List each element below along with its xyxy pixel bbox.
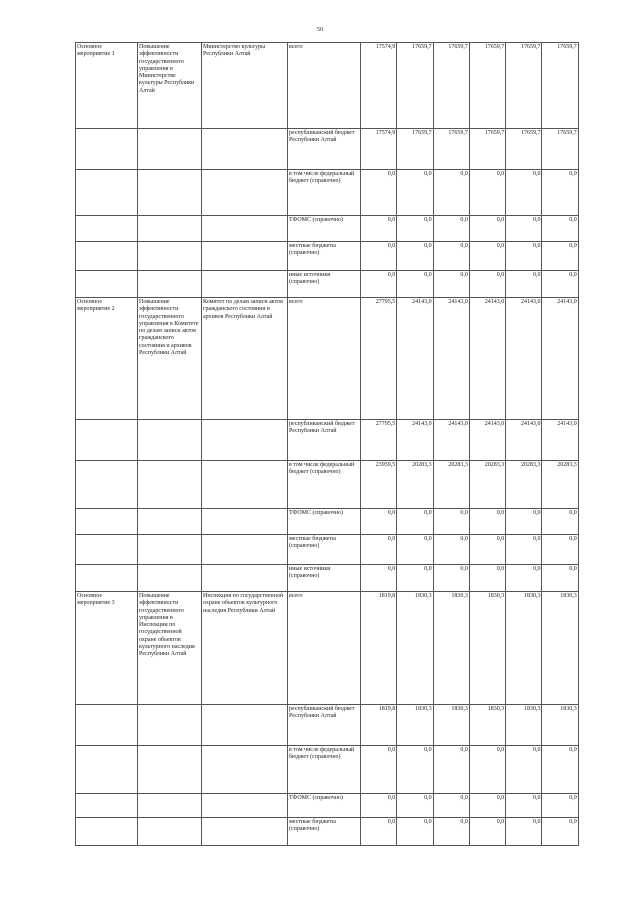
executor-cell-empty [202, 216, 288, 242]
source-cell: местные бюджеты (справочно) [288, 818, 361, 846]
value-cell: 17659,7 [433, 129, 469, 170]
executor-cell-empty [202, 818, 288, 846]
value-cell: 1830,3 [542, 705, 578, 746]
value-cell: 17659,7 [542, 129, 578, 170]
activity-cell-empty [76, 461, 138, 509]
value-cell: 1830,3 [433, 705, 469, 746]
value-cell: 0,0 [506, 535, 542, 565]
value-cell: 0,0 [433, 216, 469, 242]
value-cell: 1830,3 [542, 592, 578, 705]
source-cell: ТФОМС (справочно) [288, 216, 361, 242]
value-cell: 0,0 [433, 794, 469, 818]
source-cell: в том числе федеральный бюджет (справочно) [288, 461, 361, 509]
table-row [76, 794, 579, 818]
value-cell: 0,0 [542, 216, 578, 242]
activity-cell-empty [76, 271, 138, 298]
value-cell: 17574,9 [361, 129, 397, 170]
value-cell: 1830,3 [433, 592, 469, 705]
value-cell: 0,0 [397, 535, 433, 565]
goal-cell: Повышение эффективности государственного управления в Комитете по делам записи актов гражданского состояния и архивов Республики Алтай [138, 298, 202, 420]
executor-cell: Комитет по делам записи актов гражданского состояния и архивов Республики Алтай [202, 298, 288, 420]
value-cell: 0,0 [361, 746, 397, 794]
value-cell: 0,0 [397, 509, 433, 535]
table-row [76, 242, 579, 271]
value-cell: 17659,7 [433, 43, 469, 129]
source-cell: ТФОМС (справочно) [288, 509, 361, 535]
value-cell: 17659,7 [506, 43, 542, 129]
value-cell: 0,0 [433, 746, 469, 794]
activity-cell-empty [76, 129, 138, 170]
value-cell: 0,0 [433, 818, 469, 846]
value-cell: 23959,5 [361, 461, 397, 509]
value-cell: 0,0 [397, 818, 433, 846]
executor-cell-empty [202, 242, 288, 271]
executor-cell-empty [202, 129, 288, 170]
value-cell: 0,0 [433, 170, 469, 216]
goal-cell-empty [138, 509, 202, 535]
source-cell: местные бюджеты (справочно) [288, 535, 361, 565]
activity-cell-empty [76, 535, 138, 565]
value-cell: 0,0 [397, 271, 433, 298]
activity-cell: Основное мероприятие 3 [76, 592, 138, 705]
table-row [76, 592, 579, 705]
goal-cell-empty [138, 216, 202, 242]
value-cell: 0,0 [469, 170, 505, 216]
activity-cell-empty [76, 794, 138, 818]
executor-cell-empty [202, 535, 288, 565]
value-cell: 0,0 [361, 242, 397, 271]
value-cell: 1830,3 [506, 592, 542, 705]
value-cell: 27795,5 [361, 298, 397, 420]
source-cell: ТФОМС (справочно) [288, 794, 361, 818]
executor-cell-empty [202, 794, 288, 818]
value-cell: 0,0 [469, 794, 505, 818]
value-cell: 0,0 [506, 794, 542, 818]
value-cell: 24143,0 [433, 298, 469, 420]
value-cell: 0,0 [542, 535, 578, 565]
value-cell: 1819,8 [361, 705, 397, 746]
value-cell: 0,0 [361, 271, 397, 298]
value-cell: 17659,7 [469, 43, 505, 129]
goal-cell: Повышение эффективности государственного управления в Инспекции по государственной охране объектов культурного наследия Республики Алтай [138, 592, 202, 705]
value-cell: 1830,3 [506, 705, 542, 746]
executor-cell-empty [202, 509, 288, 535]
value-cell: 24143,0 [469, 298, 505, 420]
value-cell: 17659,7 [542, 43, 578, 129]
goal-cell-empty [138, 565, 202, 592]
goal-cell-empty [138, 129, 202, 170]
value-cell: 0,0 [469, 535, 505, 565]
value-cell: 0,0 [361, 818, 397, 846]
value-cell: 1830,3 [469, 705, 505, 746]
budget-table [75, 42, 579, 846]
value-cell: 0,0 [542, 565, 578, 592]
goal-cell-empty [138, 818, 202, 846]
page-number: 50 [316, 26, 324, 33]
table-row [76, 216, 579, 242]
value-cell: 0,0 [469, 509, 505, 535]
value-cell: 0,0 [361, 565, 397, 592]
value-cell: 0,0 [506, 746, 542, 794]
activity-cell-empty [76, 216, 138, 242]
goal-cell-empty [138, 271, 202, 298]
source-cell: республиканский бюджет Республики Алтай [288, 420, 361, 461]
activity-cell-empty [76, 420, 138, 461]
value-cell: 0,0 [542, 746, 578, 794]
table-row [76, 705, 579, 746]
value-cell: 20283,3 [469, 461, 505, 509]
value-cell: 0,0 [397, 565, 433, 592]
value-cell: 0,0 [542, 271, 578, 298]
value-cell: 0,0 [361, 170, 397, 216]
value-cell: 0,0 [433, 535, 469, 565]
value-cell: 0,0 [506, 509, 542, 535]
value-cell: 0,0 [361, 794, 397, 818]
value-cell: 20283,3 [397, 461, 433, 509]
table-row [76, 129, 579, 170]
source-cell: местные бюджеты (справочно) [288, 242, 361, 271]
value-cell: 17659,7 [397, 43, 433, 129]
goal-cell-empty [138, 535, 202, 565]
executor-cell-empty [202, 420, 288, 461]
source-cell: республиканский бюджет Республики Алтай [288, 129, 361, 170]
value-cell: 0,0 [506, 818, 542, 846]
source-cell: всего [288, 43, 361, 129]
activity-cell-empty [76, 565, 138, 592]
goal-cell-empty [138, 794, 202, 818]
value-cell: 1830,3 [469, 592, 505, 705]
executor-cell-empty [202, 271, 288, 298]
source-cell: иные источники (справочно) [288, 271, 361, 298]
goal-cell-empty [138, 705, 202, 746]
value-cell: 24143,0 [469, 420, 505, 461]
activity-cell-empty [76, 705, 138, 746]
activity-cell-empty [76, 170, 138, 216]
value-cell: 24143,0 [433, 420, 469, 461]
goal-cell: Повышение эффективности государственного управления в Министерстве культуры Республики Алтай [138, 43, 202, 129]
executor-cell-empty [202, 170, 288, 216]
value-cell: 0,0 [506, 216, 542, 242]
source-cell: всего [288, 592, 361, 705]
value-cell: 17659,7 [506, 129, 542, 170]
value-cell: 0,0 [506, 565, 542, 592]
executor-cell: Министерство культуры Республики Алтай [202, 43, 288, 129]
value-cell: 20283,3 [433, 461, 469, 509]
value-cell: 0,0 [469, 565, 505, 592]
table-row [76, 271, 579, 298]
value-cell: 24143,0 [397, 420, 433, 461]
value-cell: 0,0 [542, 509, 578, 535]
source-cell: всего [288, 298, 361, 420]
table-row [76, 535, 579, 565]
goal-cell-empty [138, 242, 202, 271]
value-cell: 0,0 [542, 818, 578, 846]
value-cell: 0,0 [469, 216, 505, 242]
value-cell: 24143,0 [542, 298, 578, 420]
value-cell: 0,0 [506, 242, 542, 271]
source-cell: в том числе федеральный бюджет (справочно) [288, 170, 361, 216]
source-cell: в том числе федеральный бюджет (справочно) [288, 746, 361, 794]
value-cell: 27795,5 [361, 420, 397, 461]
value-cell: 24143,0 [506, 420, 542, 461]
value-cell: 24143,0 [506, 298, 542, 420]
value-cell: 0,0 [469, 242, 505, 271]
table-row [76, 565, 579, 592]
executor-cell: Инспекция по государственной охране объектов культурного наследия Республики Алтай [202, 592, 288, 705]
value-cell: 0,0 [433, 565, 469, 592]
table-row [76, 298, 579, 420]
activity-cell-empty [76, 818, 138, 846]
goal-cell-empty [138, 461, 202, 509]
executor-cell-empty [202, 705, 288, 746]
source-cell: республиканский бюджет Республики Алтай [288, 705, 361, 746]
value-cell: 0,0 [506, 271, 542, 298]
activity-cell-empty [76, 746, 138, 794]
value-cell: 1819,8 [361, 592, 397, 705]
value-cell: 1830,3 [397, 705, 433, 746]
value-cell: 0,0 [397, 216, 433, 242]
value-cell: 20283,3 [506, 461, 542, 509]
value-cell: 17659,7 [469, 129, 505, 170]
table-row [76, 818, 579, 846]
value-cell: 0,0 [433, 242, 469, 271]
value-cell: 17574,9 [361, 43, 397, 129]
goal-cell-empty [138, 170, 202, 216]
value-cell: 0,0 [397, 170, 433, 216]
value-cell: 0,0 [469, 746, 505, 794]
table-row [76, 461, 579, 509]
table-row [76, 170, 579, 216]
value-cell: 0,0 [397, 794, 433, 818]
activity-cell-empty [76, 509, 138, 535]
activity-cell: Основное мероприятие 2 [76, 298, 138, 420]
value-cell: 20283,3 [542, 461, 578, 509]
value-cell: 24143,0 [397, 298, 433, 420]
value-cell: 0,0 [361, 535, 397, 565]
executor-cell-empty [202, 746, 288, 794]
goal-cell-empty [138, 420, 202, 461]
value-cell: 1830,3 [397, 592, 433, 705]
value-cell: 0,0 [542, 794, 578, 818]
value-cell: 0,0 [542, 170, 578, 216]
value-cell: 0,0 [433, 509, 469, 535]
executor-cell-empty [202, 565, 288, 592]
value-cell: 0,0 [361, 509, 397, 535]
value-cell: 0,0 [469, 271, 505, 298]
source-cell: иные источники (справочно) [288, 565, 361, 592]
value-cell: 0,0 [397, 746, 433, 794]
executor-cell-empty [202, 461, 288, 509]
value-cell: 0,0 [506, 170, 542, 216]
value-cell: 24143,0 [542, 420, 578, 461]
activity-cell-empty [76, 242, 138, 271]
table-row [76, 509, 579, 535]
value-cell: 0,0 [397, 242, 433, 271]
value-cell: 0,0 [469, 818, 505, 846]
table-row [76, 420, 579, 461]
table-row [76, 746, 579, 794]
value-cell: 0,0 [542, 242, 578, 271]
goal-cell-empty [138, 746, 202, 794]
value-cell: 17659,7 [397, 129, 433, 170]
table-row [76, 43, 579, 129]
value-cell: 0,0 [433, 271, 469, 298]
value-cell: 0,0 [361, 216, 397, 242]
activity-cell: Основное мероприятие 1 [76, 43, 138, 129]
